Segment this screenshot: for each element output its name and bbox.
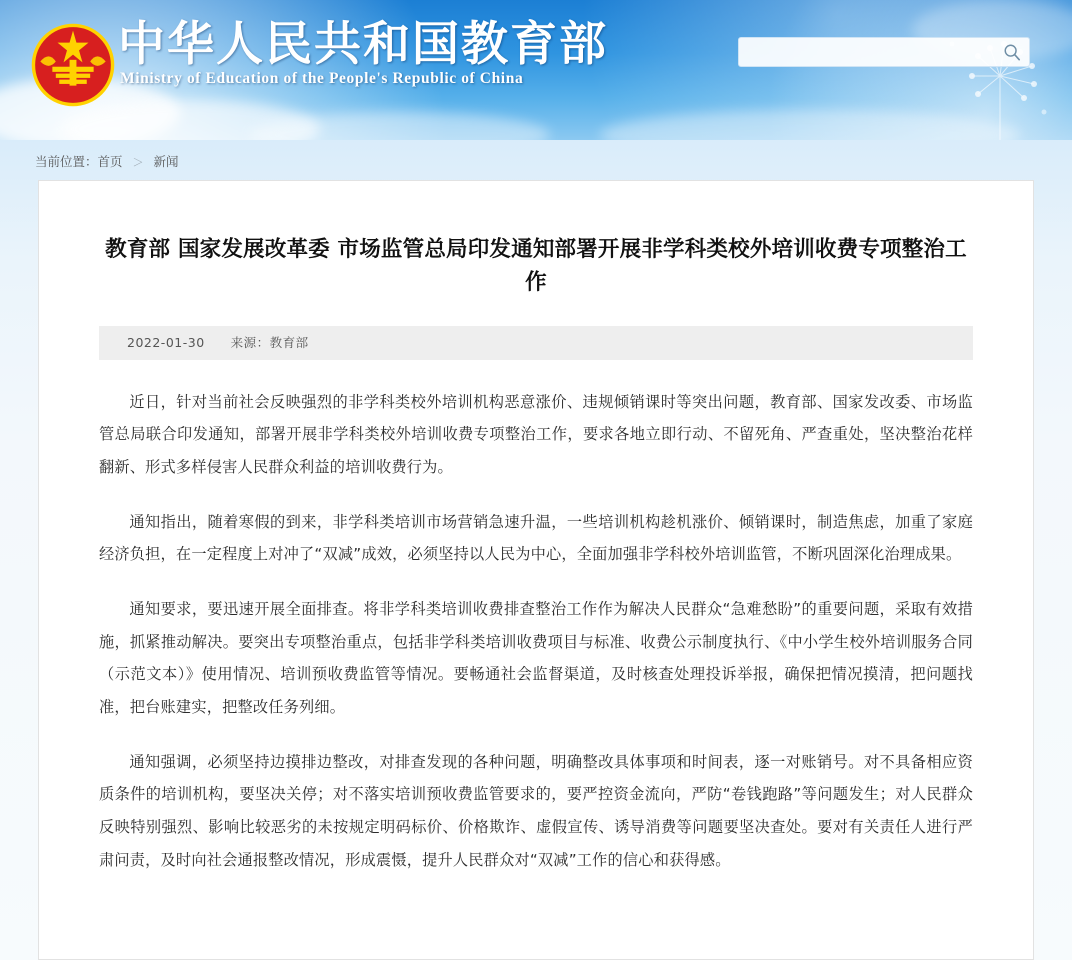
breadcrumb-item-news[interactable]: 新闻 xyxy=(153,155,179,169)
search-icon[interactable] xyxy=(1003,43,1021,61)
site-subtitle: Ministry of Education of the People's Republic of China xyxy=(120,70,524,87)
breadcrumb-item-home[interactable]: 首页 xyxy=(97,155,123,169)
article-title: 教育部 国家发展改革委 市场监管总局印发通知部署开展非学科类校外培训收费专项整治工作 xyxy=(105,237,967,296)
breadcrumb xyxy=(35,140,1037,180)
article-meta xyxy=(99,326,973,360)
national-emblem-icon xyxy=(30,22,116,108)
article-card xyxy=(38,180,1034,960)
breadcrumb-separator-icon: ＞ xyxy=(132,157,144,169)
article-paragraph: 通知强调，必须坚持边摸排边整改，对排查发现的各种问题，明确整改具体事项和时间表，逐一对账销号。对不具备相应资质条件的培训机构，要坚决关停；对不落实培训预收费监管要求的，要严控资金流向，严防“卷钱跑路”等问题发生；对人民群众反映特别强烈、影响比较恶劣的未按规定明码标价、价格欺诈、虚假宣传、诱导消费等问题要坚决查处。要对有关责任人进行严肃问责，及时向社会通报整改情况，形成震慑，提升人民群众对“双减”工作的信心和获得感。 xyxy=(99,752,973,869)
article-body xyxy=(99,386,973,877)
article-paragraph: 通知指出，随着寒假的到来，非学科类培训市场营销急速升温，一些培训机构趁机涨价、倾销课时，制造焦虑，加重了家庭经济负担，在一定程度上对冲了“双减”成效，必须坚持以人民为中心，全面加强非学科校外培训监管，不断巩固深化治理成果。 xyxy=(99,512,973,564)
breadcrumb-label: 当前位置： xyxy=(35,155,98,169)
site-title: 中华人民共和国教育部 xyxy=(118,17,608,72)
article-date: 2022-01-30 xyxy=(127,334,205,350)
site-header xyxy=(0,0,1072,140)
article-paragraph: 通知要求，要迅速开展全面排查。将非学科类培训收费排查整治工作作为解决人民群众“急难愁盼”的重要问题，采取有效措施，抓紧推动解决。要突出专项整治重点，包括非学科类培训收费项目与标准、收费公示制度执行、《中小学生校外培训服务合同（示范文本）》使用情况、培训预收费监管等情况。要畅通社会监督渠道，及时核查处理投诉举报，确保把情况摸清，把问题找准，把台账建实，把整改任务列细。 xyxy=(99,599,973,716)
article-paragraph: 近日，针对当前社会反映强烈的非学科类校外培训机构恶意涨价、违规倾销课时等突出问题，教育部、国家发改委、市场监管总局联合印发通知，部署开展非学科类校外培训收费专项整治工作，要求各地立即行动、不留死角、严查重处，坚决整治花样翻新、形式多样侵害人民群众利益的培训收费行为。 xyxy=(99,392,973,476)
page-background xyxy=(0,140,1072,960)
article-source: 来源：教育部 xyxy=(230,334,309,350)
search-input[interactable] xyxy=(747,38,997,68)
search-box[interactable] xyxy=(738,37,1030,67)
